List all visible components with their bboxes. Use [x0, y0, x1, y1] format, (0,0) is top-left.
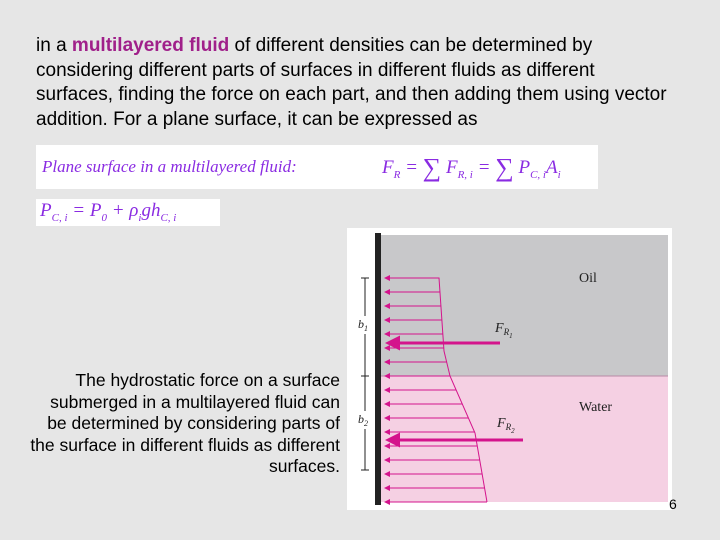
eq1-lhs: F: [382, 157, 394, 178]
eq2-equals: =: [67, 200, 90, 221]
intro-highlight: multilayered fluid: [71, 35, 230, 56]
intro-rest: of different densities can be determined by considering different parts of surfaces in different fluids as different surfaces, finding the force on each part, and then adding them using vector addition. For a plane surface, it can be expressed as: [36, 35, 667, 130]
eq1-sigma-1: ∑: [422, 153, 442, 182]
eq1-term2-area-sub: i: [557, 168, 561, 181]
eq2-plus: +: [106, 200, 130, 221]
multilayer-fluid-diagram: [347, 228, 672, 510]
eq2-gh: gh: [141, 200, 161, 221]
dim2-label: $b_2$: [358, 412, 368, 428]
eq1-equals-1: =: [400, 157, 423, 178]
eq2-p0-sub: 0: [101, 211, 107, 224]
multilayer-fluid-figure: [347, 228, 672, 510]
intro-paragraph: [36, 34, 676, 132]
eq1-sigma-2: ∑: [495, 153, 514, 182]
water-label: Water: [579, 400, 613, 415]
eq1-term2-sub: C, i: [530, 168, 546, 181]
eq1-term2: P: [518, 157, 531, 178]
eq2-gh-sub: C, i: [160, 211, 177, 224]
eq2-rho: ρ: [129, 200, 139, 221]
equation-centroid-pressure: [36, 199, 220, 226]
eq2-lhs: P: [40, 200, 52, 221]
force2-label: $F_{R2}$: [497, 416, 515, 435]
eq1-equals-2: =: [472, 157, 496, 178]
eq1-term2-area: A: [546, 157, 558, 178]
intro-lead: in a: [36, 35, 72, 56]
oil-label: Oil: [579, 271, 597, 286]
equation-label: Plane surface in a multilayered fluid:: [42, 157, 297, 176]
equation-multilayer-force: [36, 145, 598, 189]
equation2-formula: [40, 200, 176, 224]
dim1-label: $b_1$: [358, 317, 368, 333]
eq1-lhs-sub: R: [393, 168, 401, 181]
equation-formula: [382, 153, 561, 183]
eq1-term1-sub: R, i: [457, 168, 473, 181]
eq1-term1: F: [445, 157, 458, 178]
figure-caption: The hydrostatic force on a surface submerged in a multilayered fluid can be determined by considering parts of the surface in different fluids as different surfaces.: [30, 370, 340, 476]
eq2-p0: P: [89, 200, 102, 221]
force1-label: $F_{R1}$: [495, 321, 513, 340]
eq2-rho-sub: i: [138, 211, 142, 224]
page-number: 6: [669, 496, 677, 512]
eq2-lhs-sub: C, i: [51, 211, 68, 224]
submerged-plate: [375, 233, 381, 505]
